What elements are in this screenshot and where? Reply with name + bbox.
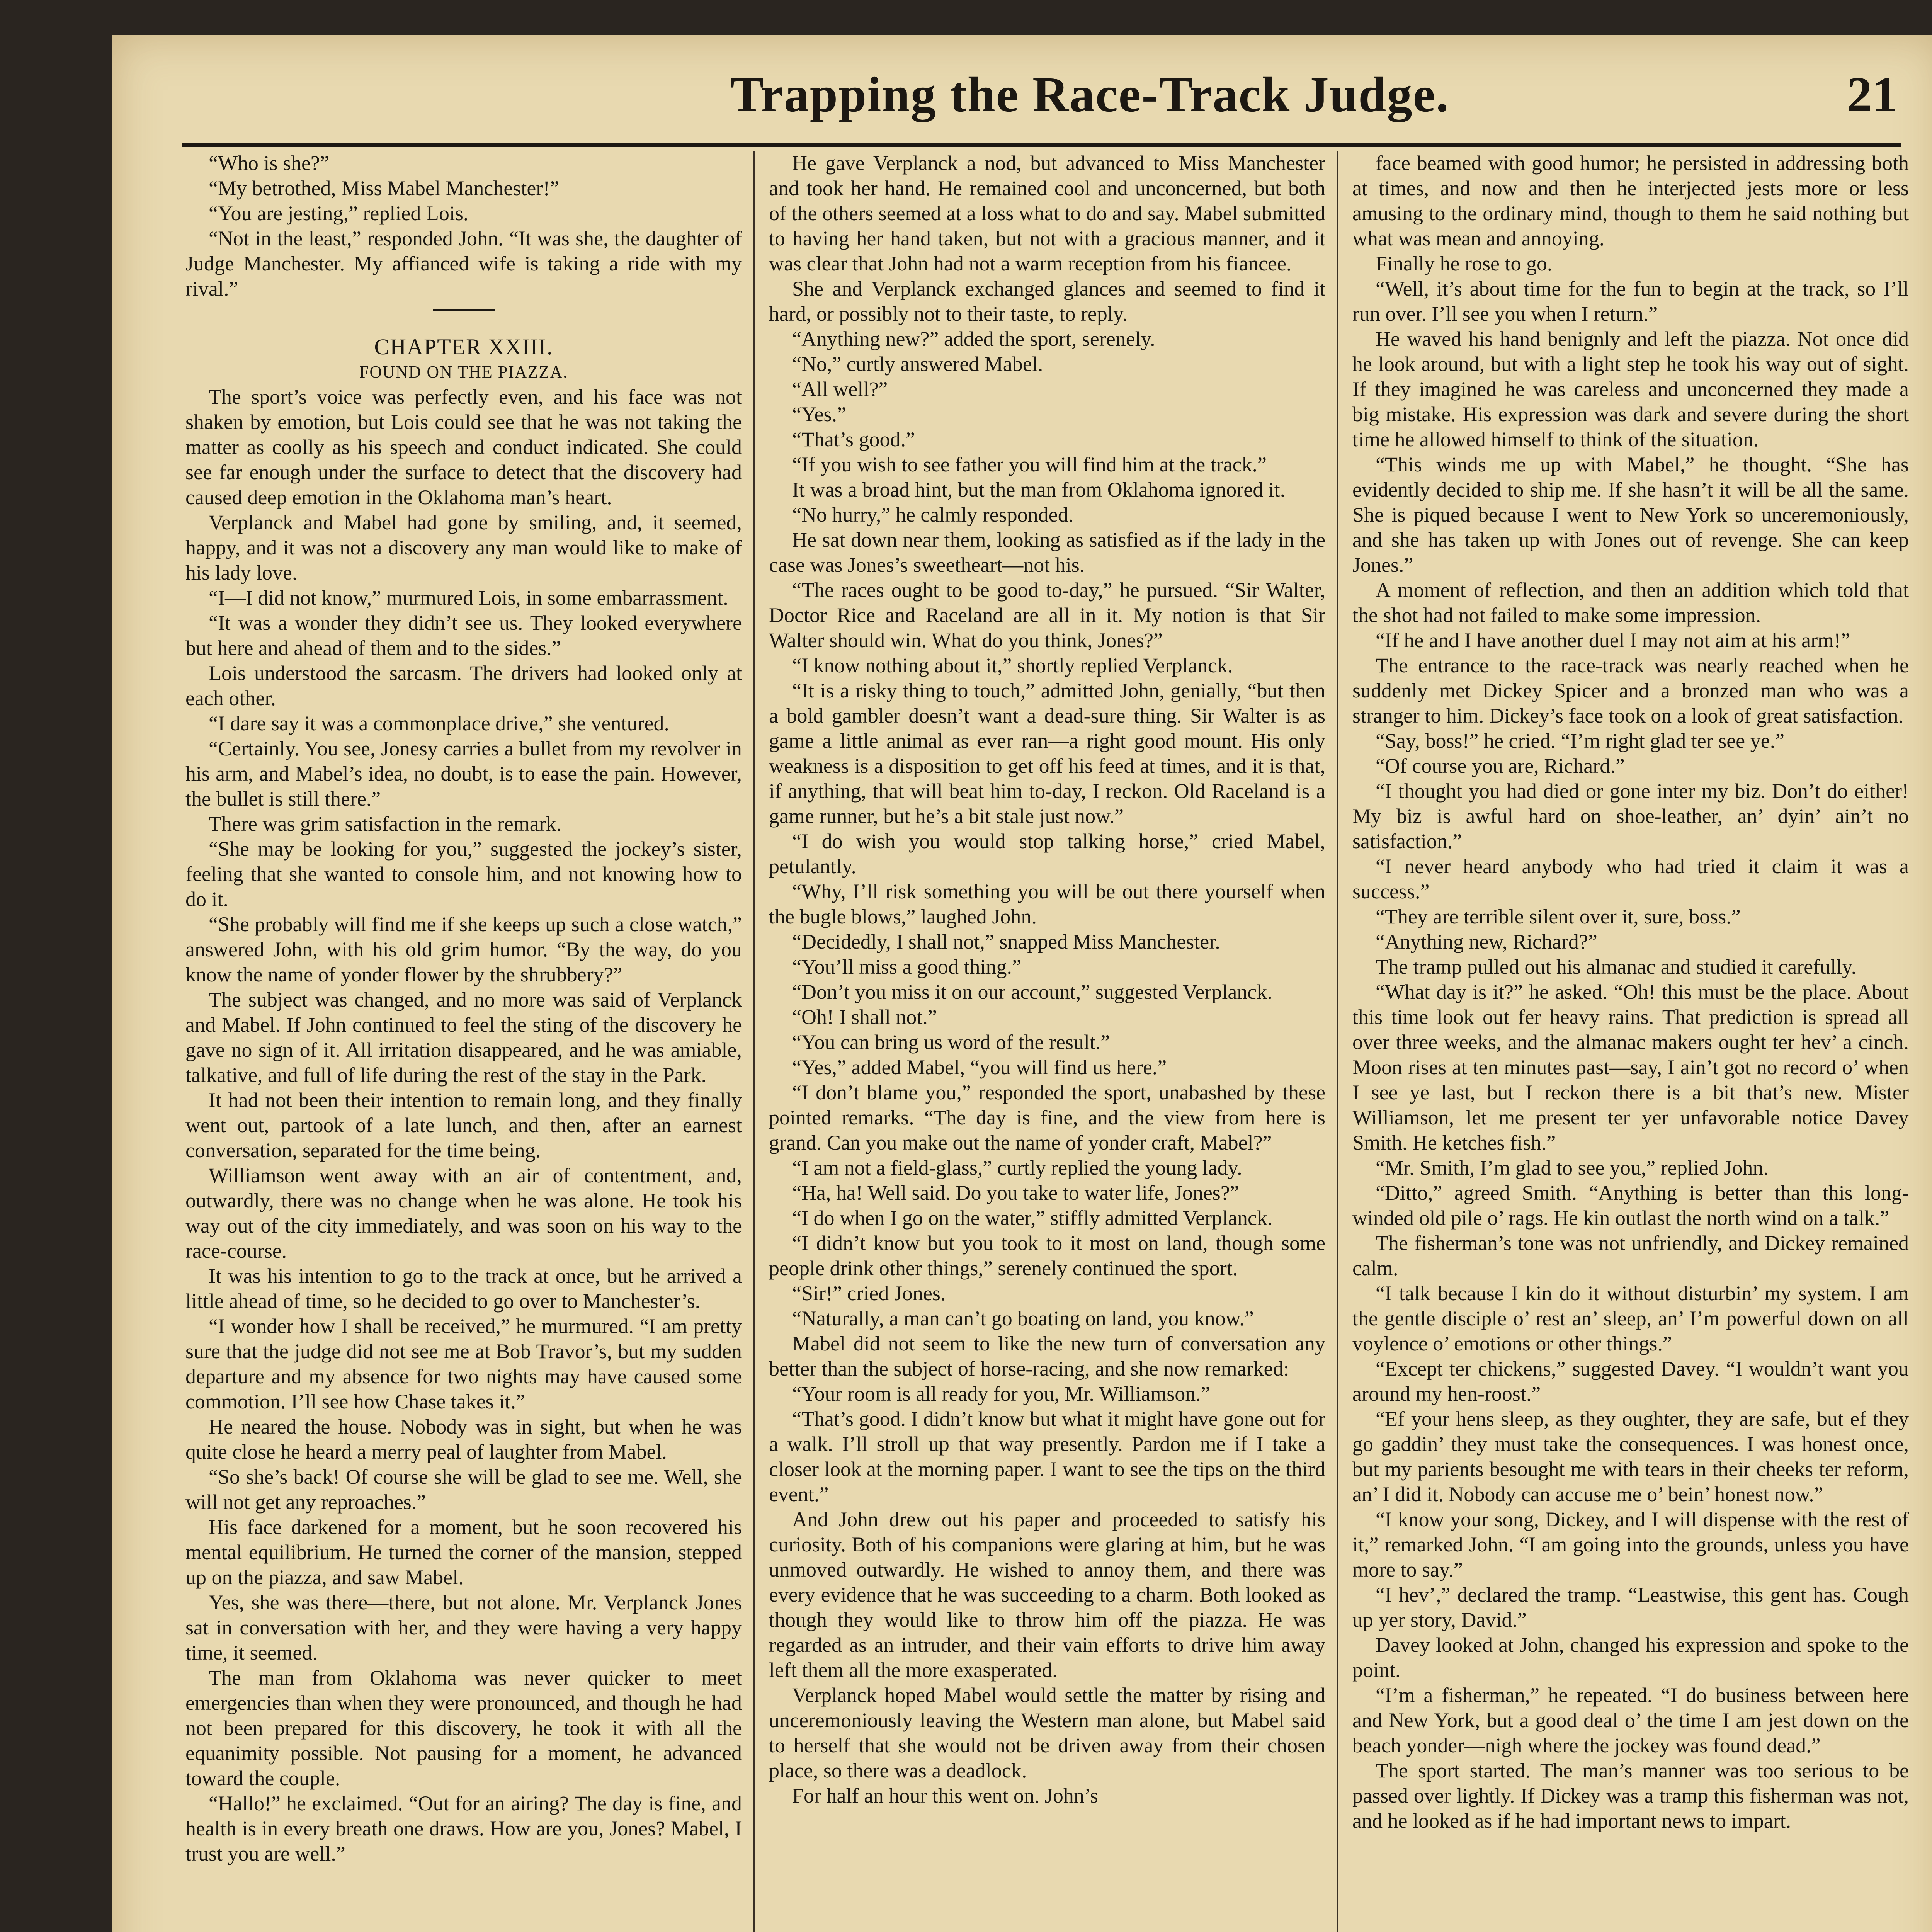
paragraph: He sat down near them, looking as satisfied as if the lady in the case was Jones’s sweetheart—not his. bbox=[769, 528, 1325, 577]
paragraph: “No,” curtly answered Mabel. bbox=[792, 352, 1043, 376]
paragraph: “Mr. Smith, I’m glad to see you,” replied John. bbox=[1376, 1156, 1769, 1179]
paragraph: The subject was changed, and no more was said of Verplanck and Mabel. If John continued to feel the sting of the discovery he gave no sign of it. All irritation disappeared, and he was amiable, talkative, and full of life during the rest of the stay in the Park. bbox=[185, 988, 742, 1087]
paragraph: “I know your song, Dickey, and I will dispense with the rest of it,” remarked John. “I am going into the grounds, unless you have more to say.” bbox=[1352, 1508, 1909, 1581]
chapter-title: CHAPTER XXIII. bbox=[374, 334, 553, 359]
column-3-body bbox=[1352, 151, 1909, 1833]
paragraph: A moment of reflection, and then an addition which told that the shot had not failed to make some impression. bbox=[1352, 578, 1909, 627]
paragraph: It had not been their intention to remain long, and they finally went out, partook of a late lunch, and then, after an earnest conversation, separated for the time being. bbox=[185, 1088, 742, 1162]
paragraph: The fisherman’s tone was not unfriendly, and Dickey remained calm. bbox=[1352, 1231, 1909, 1280]
paragraph: “That’s good. I didn’t know but what it might have gone out for a walk. I’ll stroll up that way presently. Pardon me if I take a closer look at the morning paper. I want to see the tips on the third event.” bbox=[769, 1407, 1325, 1506]
magazine-page bbox=[112, 35, 1932, 1932]
paragraph: “She probably will find me if she keeps up such a close watch,” answered John, with his old grim humor. “By the way, do you know the name of yonder flower by the shrubbery?” bbox=[185, 913, 742, 986]
paragraph: There was grim satisfaction in the remark. bbox=[209, 812, 562, 835]
paragraph: “Sir!” cried Jones. bbox=[792, 1282, 946, 1305]
paragraph: “Yes.” bbox=[792, 403, 847, 426]
paragraph: “Anything new, Richard?” bbox=[1376, 930, 1597, 953]
paragraph: Finally he rose to go. bbox=[1376, 252, 1553, 275]
paragraph: “I hev’,” declared the tramp. “Leastwise, this gent has. Cough up yer story, David.” bbox=[1352, 1583, 1909, 1631]
paragraph: “Naturally, a man can’t go boating on land, you know.” bbox=[792, 1307, 1254, 1330]
chapter-subtitle: FOUND ON THE PIAZZA. bbox=[359, 362, 568, 381]
paragraph: “Anything new?” added the sport, serenely. bbox=[792, 327, 1155, 350]
paragraph: “My betrothed, Miss Mabel Manchester!” bbox=[209, 177, 560, 200]
paragraph: “Your room is all ready for you, Mr. Williamson.” bbox=[792, 1382, 1210, 1405]
paragraph: Verplanck and Mabel had gone by smiling, and, it seemed, happy, and it was not a discovery any man would like to make of his lady love. bbox=[185, 511, 742, 584]
paragraph: She and Verplanck exchanged glances and seemed to find it hard, or possibly not to their taste, to reply. bbox=[769, 277, 1325, 325]
paragraph: “Who is she?” bbox=[209, 151, 329, 175]
paragraph: “I—I did not know,” murmured Lois, in some embarrassment. bbox=[209, 586, 728, 609]
paragraph: Davey looked at John, changed his expression and spoke to the point. bbox=[1352, 1633, 1909, 1682]
paragraph: It was a broad hint, but the man from Oklahoma ignored it. bbox=[792, 478, 1286, 501]
paragraph: He neared the house. Nobody was in sight, but when he was quite close he heard a merry peal of laughter from Mabel. bbox=[185, 1415, 742, 1463]
paragraph: “I never heard anybody who had tried it claim it was a success.” bbox=[1352, 855, 1909, 903]
paragraph: “Why, I’ll risk something you will be out there yourself when the bugle blows,” laughed John. bbox=[769, 880, 1325, 928]
paragraph: “The races ought to be good to-day,” he pursued. “Sir Walter, Doctor Rice and Raceland are all in it. My notion is that Sir Walter should win. What do you think, Jones?” bbox=[769, 578, 1325, 652]
paragraph: The tramp pulled out his almanac and studied it carefully. bbox=[1376, 955, 1857, 978]
paragraph: “Certainly. You see, Jonesy carries a bullet from my revolver in his arm, and Mabel’s idea, no doubt, is to ease the pain. However, the bullet is still there.” bbox=[185, 737, 742, 810]
paragraph: “I talk because I kin do it without disturbin’ my system. I am the gentle disciple o’ rest an’ sleep, an’ I’m powerful down on all voylence o’ emotions or other things.” bbox=[1352, 1282, 1909, 1355]
paragraph: Lois understood the sarcasm. The drivers had looked only at each other. bbox=[185, 662, 742, 710]
paragraph: The man from Oklahoma was never quicker to meet emergencies than when they were pronounced, and though he had not been prepared for this discovery, he took it with all the equanimity possible. Not pausing for a moment, he advanced toward the couple. bbox=[185, 1666, 742, 1790]
paragraph: “Except ter chickens,” suggested Davey. “I wouldn’t want you around my hen-roost.” bbox=[1352, 1357, 1909, 1405]
paragraph: “This winds me up with Mabel,” he thought. “She has evidently decided to ship me. If she hasn’t it will be all the same. She is piqued because I went to New York so unceremoniously, and she has taken up with Jones out of revenge. She can keep Jones.” bbox=[1352, 453, 1909, 577]
paragraph: He gave Verplanck a nod, but advanced to Miss Manchester and took her hand. He remained cool and unconcerned, but both of the others seemed at a loss what to do and say. Mabel submitted to having her hand taken, but not with a gracious manner, and it was clear that John had not a warm reception from his fiancee. bbox=[769, 151, 1325, 275]
paragraph: “All well?” bbox=[792, 378, 888, 401]
paragraph: “So she’s back! Of course she will be glad to see me. Well, she will not get any reproaches.” bbox=[185, 1465, 742, 1514]
paragraph: It was his intention to go to the track at once, but he arrived a little ahead of time, so he decided to go over to Manchester’s. bbox=[185, 1264, 742, 1313]
paragraph: “Ditto,” agreed Smith. “Anything is better than this long-winded old pile o’ rags. He kin outlast the north wind on a talk.” bbox=[1352, 1181, 1909, 1230]
paragraph: “What day is it?” he asked. “Oh! this must be the place. About this time look out fer heavy rains. That prediction is spread all over three weeks, and the almanac makers ought ter hev’ a cinch. Moon rises at ten minutes past—say, I ain’t got no record o’ when I see ye last, but I reckon there is a bit that’s new. Mister Williamson, let me present ter yer unfavorable notice Davey Smith. He ketches fish.” bbox=[1352, 980, 1909, 1154]
paragraph: The entrance to the race-track was nearly reached when he suddenly met Dickey Spicer and a bronzed man who was a stranger to him. Dickey’s face took on a look of great satisfaction. bbox=[1352, 654, 1909, 727]
paragraph: “I dare say it was a commonplace drive,” she ventured. bbox=[209, 712, 670, 735]
paragraph: “If you wish to see father you will find him at the track.” bbox=[792, 453, 1267, 476]
text-column-1 bbox=[185, 151, 742, 1932]
paragraph: “Yes,” added Mabel, “you will find us here.” bbox=[792, 1056, 1167, 1079]
paragraph: “You’ll miss a good thing.” bbox=[792, 955, 1022, 978]
paragraph: “Of course you are, Richard.” bbox=[1376, 754, 1625, 777]
paragraph: And John drew out his paper and proceeded to satisfy his curiosity. Both of his companions were glaring at him, but he was unmoved outwardly. He wished to annoy them, and there was every evidence that he was succeeding to a charm. Both looked as though they would like to throw him off the piazza. He was regarded as an intruder, and their vain efforts to drive him away left them all the more exasperated. bbox=[769, 1508, 1325, 1682]
paragraph: “I do wish you would stop talking horse,” cried Mabel, petulantly. bbox=[769, 830, 1325, 878]
paragraph: “Not in the least,” responded John. “It was she, the daughter of Judge Manchester. My affianced wife is taking a ride with my rival.” bbox=[185, 227, 742, 300]
paragraph: The sport’s voice was perfectly even, and his face was not shaken by emotion, but Lois could see that he was not taking the matter as coolly as his speech and conduct indicated. She could see far enough under the surface to detect that the discovery had caused deep emotion in the Oklahoma man’s heart. bbox=[185, 385, 742, 509]
page-number: 21 bbox=[1847, 67, 1897, 122]
paragraph: “I know nothing about it,” shortly replied Verplanck. bbox=[792, 654, 1233, 677]
paragraph: “I am not a field-glass,” curtly replied the young lady. bbox=[792, 1156, 1242, 1179]
page-header bbox=[182, 50, 1901, 147]
column-1-intro bbox=[185, 151, 742, 301]
chapter-rule bbox=[433, 309, 495, 311]
paragraph: He waved his hand benignly and left the piazza. Not once did he look around, but with a light step he took his way out of sight. If they imagined he was careless and unconcerned they made a big mistake. His expression was dark and severe during the short time he allowed himself to think of the situation. bbox=[1352, 327, 1909, 451]
paragraph: Verplanck hoped Mabel would settle the matter by rising and unceremoniously leaving the Western man alone, but Mabel said to herself that she would not be driven away from their chosen place, so there was a deadlock. bbox=[769, 1684, 1325, 1782]
running-title: Trapping the Race-Track Judge. bbox=[730, 67, 1449, 122]
paragraph: “Don’t you miss it on our account,” suggested Verplanck. bbox=[792, 980, 1272, 1003]
paragraph: “Oh! I shall not.” bbox=[792, 1005, 937, 1029]
paragraph: “Ef your hens sleep, as they oughter, they are safe, but ef they go gaddin’ they must take the consequences. I was honest once, but my parients besought me with tears in their cheeks ter reform, an’ I did it. Nobody can accuse me o’ bein’ honest now.” bbox=[1352, 1407, 1909, 1506]
paragraph: “Ha, ha! Well said. Do you take to water life, Jones?” bbox=[792, 1181, 1239, 1204]
paragraph: “I’m a fisherman,” he repeated. “I do business between here and New York, but a good deal o’ the time I am jest down on the beach yonder—nigh where the jockey was found dead.” bbox=[1352, 1684, 1909, 1757]
paragraph: face beamed with good humor; he persisted in addressing both at times, and now and then he interjected jests more or less amusing to the ordinary mind, though to them he said nothing but what was mean and annoying. bbox=[1352, 151, 1909, 250]
paragraph: “That’s good.” bbox=[792, 428, 915, 451]
paragraph: “You can bring us word of the result.” bbox=[792, 1031, 1110, 1054]
paragraph: “Decidedly, I shall not,” snapped Miss Manchester. bbox=[792, 930, 1220, 953]
paragraph: “I thought you had died or gone inter my biz. Don’t do either! My biz is awful hard on shoe-leather, an’ dyin’ ain’t no satisfaction.” bbox=[1352, 779, 1909, 853]
text-column-2 bbox=[769, 151, 1325, 1932]
column-divider bbox=[1337, 151, 1338, 1932]
paragraph: Williamson went away with an air of contentment, and, outwardly, there was no change when he was alone. He took his way out of the city immediately, and was soon on his way to the race-course. bbox=[185, 1164, 742, 1262]
paragraph: “Say, boss!” he cried. “I’m right glad ter see ye.” bbox=[1376, 729, 1785, 752]
text-column-3 bbox=[1352, 151, 1909, 1932]
column-2-body bbox=[769, 151, 1325, 1808]
paragraph: “No hurry,” he calmly responded. bbox=[792, 503, 1074, 526]
paragraph: “I wonder how I shall be received,” he murmured. “I am pretty sure that the judge did not see me at Bob Travor’s, but my sudden departure and my absence for two nights may have caused some commotion. I’ll see how Chase takes it.” bbox=[185, 1315, 742, 1413]
paragraph: Mabel did not seem to like the new turn of conversation any better than the subject of horse-racing, and she now remarked: bbox=[769, 1332, 1325, 1380]
paragraph: “You are jesting,” replied Lois. bbox=[209, 202, 469, 225]
column-1-body bbox=[185, 384, 742, 1866]
paragraph: “They are terrible silent over it, sure, boss.” bbox=[1376, 905, 1741, 928]
paragraph: “I do when I go on the water,” stiffly admitted Verplanck. bbox=[792, 1206, 1273, 1230]
paragraph: “It is a risky thing to touch,” admitted John, genially, “but then a bold gambler doesn’t want a dead-sure thing. Sir Walter is as game a little animal as ever ran—a right good mount. His only weakness is a disposition to get off his feed at times, and it is that, if anything, that will beat him to-day, I reckon. Old Raceland is a game runner, but he’s a bit stale just now.” bbox=[769, 679, 1325, 828]
paragraph: Yes, she was there—there, but not alone. Mr. Verplanck Jones sat in conversation with her, and they were having a very happy time, it seemed. bbox=[185, 1591, 742, 1664]
column-divider bbox=[753, 151, 755, 1932]
paragraph: “It was a wonder they didn’t see us. They looked everywhere but here and ahead of them and to the sides.” bbox=[185, 611, 742, 660]
paragraph: “I didn’t know but you took to it most on land, though some people drink other things,” serenely continued the sport. bbox=[769, 1231, 1325, 1280]
paragraph: His face darkened for a moment, but he soon recovered his mental equilibrium. He turned the corner of the mansion, stepped up on the piazza, and saw Mabel. bbox=[185, 1515, 742, 1589]
paragraph: “If he and I have another duel I may not aim at his arm!” bbox=[1376, 629, 1850, 652]
paragraph: “She may be looking for you,” suggested the jockey’s sister, feeling that she wanted to console him, and not knowing how to do it. bbox=[185, 837, 742, 911]
paragraph: “Hallo!” he exclaimed. “Out for an airing? The day is fine, and health is in every breath one draws. How are you, Jones? Mabel, I trust you are well.” bbox=[185, 1792, 742, 1865]
paragraph: “I don’t blame you,” responded the sport, unabashed by these pointed remarks. “The day is fine, and the view from here is grand. Can you make out the name of yonder craft, Mabel?” bbox=[769, 1081, 1325, 1154]
paragraph: The sport started. The man’s manner was too serious to be passed over lightly. If Dickey was a tramp this fisherman was not, and he looked as if he had important news to impart. bbox=[1352, 1759, 1909, 1832]
paragraph: “Well, it’s about time for the fun to begin at the track, so I’ll run over. I’ll see you when I return.” bbox=[1352, 277, 1909, 325]
paragraph: For half an hour this went on. John’s bbox=[792, 1784, 1098, 1807]
